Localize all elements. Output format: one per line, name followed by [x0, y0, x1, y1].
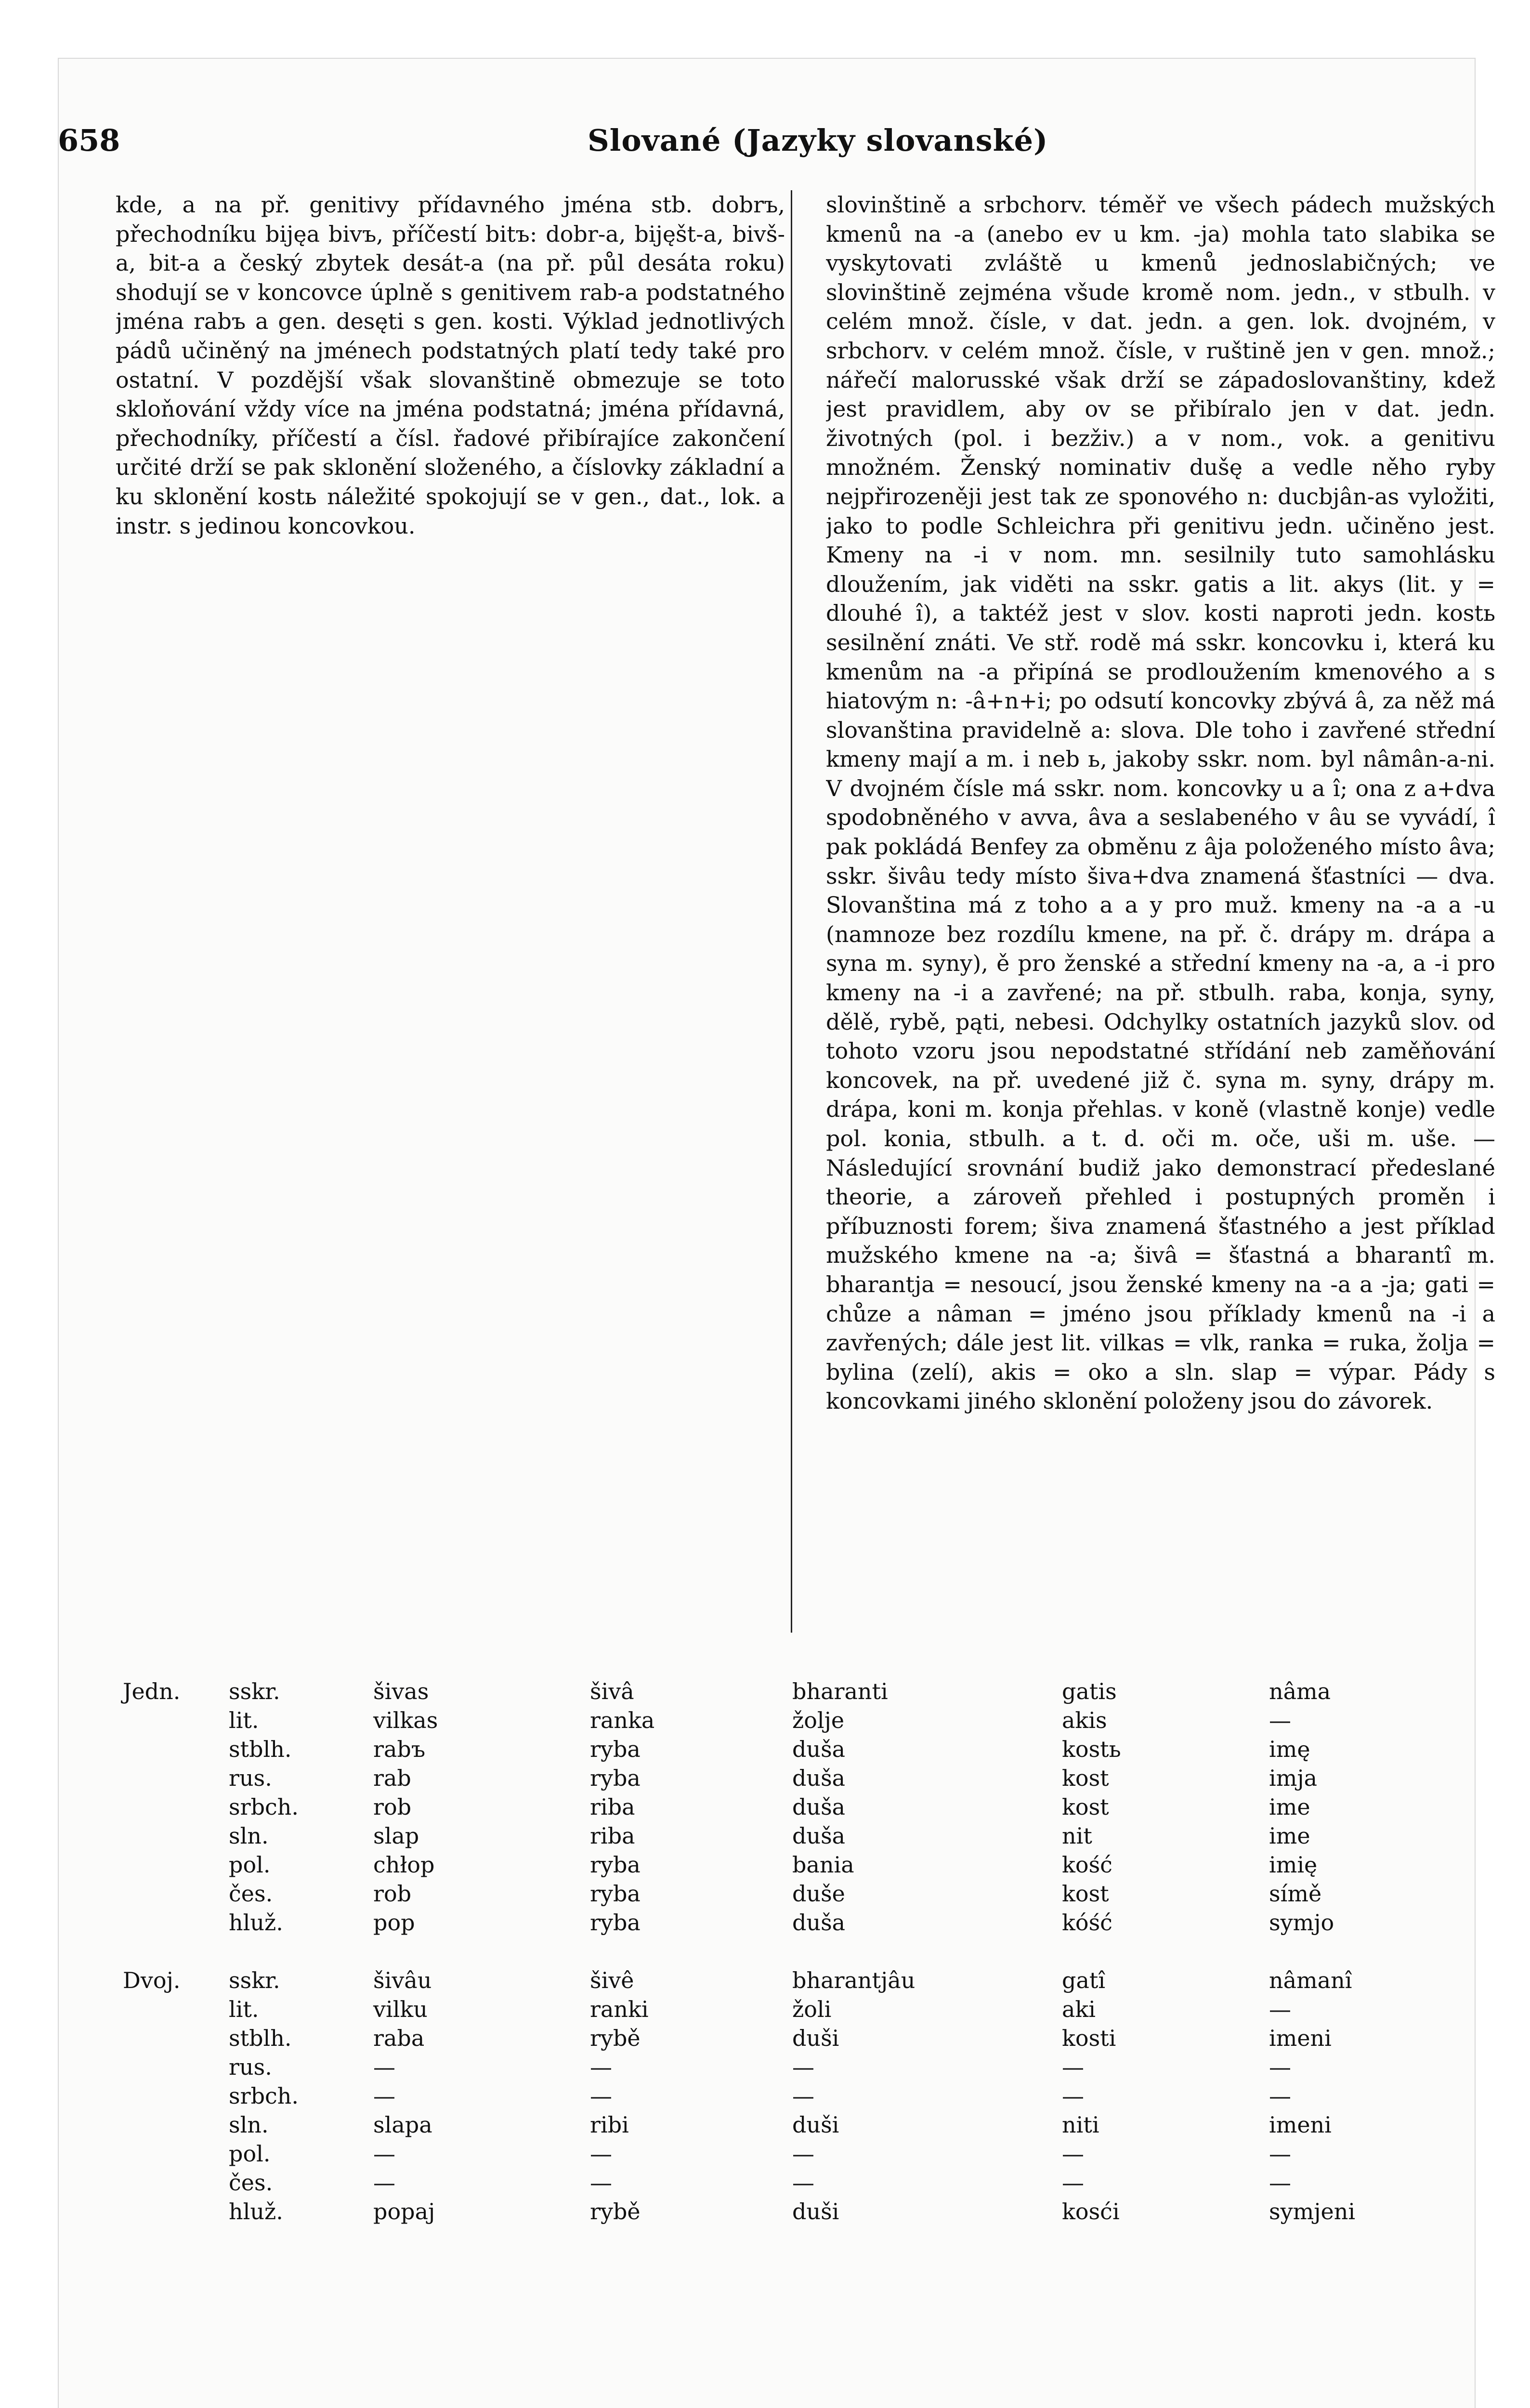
form-cell: ranka — [590, 1707, 655, 1733]
form-cell: slap — [373, 1823, 419, 1849]
table-row — [123, 1996, 1438, 2025]
form-cell: šivâ — [590, 1678, 634, 1704]
form-cell: — — [1269, 1707, 1291, 1733]
language-cell: rus. — [229, 1765, 272, 1791]
form-cell: duši — [792, 2025, 839, 2051]
language-cell: lit. — [229, 1996, 259, 2022]
table-row — [123, 1881, 1438, 1910]
form-cell: ime — [1269, 1823, 1310, 1849]
form-cell: nâmanî — [1269, 1967, 1352, 1993]
form-cell: vilkas — [373, 1707, 438, 1733]
form-cell: niti — [1062, 2112, 1099, 2138]
number-label: Jedn. — [123, 1678, 181, 1704]
language-cell: srbch. — [229, 2083, 299, 2109]
form-cell: — — [590, 2054, 612, 2080]
number-label — [123, 1881, 229, 1910]
form-cell: kosti — [1062, 2025, 1116, 2051]
language-cell: stblh. — [229, 1736, 292, 1762]
table-row — [123, 2054, 1438, 2083]
form-cell: nâma — [1269, 1678, 1331, 1704]
form-cell: — — [1269, 2054, 1291, 2080]
form-cell: — — [792, 2083, 814, 2109]
form-cell: gatî — [1062, 1967, 1106, 1993]
form-cell: slapa — [373, 2112, 432, 2138]
form-cell: aki — [1062, 1996, 1096, 2022]
form-cell: ryba — [590, 1765, 641, 1791]
form-cell: — — [590, 2083, 612, 2109]
form-cell: kość — [1062, 1852, 1112, 1878]
table-row — [123, 1852, 1438, 1881]
left-column — [116, 190, 792, 1633]
language-cell: sln. — [229, 2112, 269, 2138]
table-row — [123, 2112, 1438, 2141]
form-cell: duša — [792, 1736, 846, 1762]
form-cell: šivê — [590, 1967, 634, 1993]
form-cell: rybě — [590, 2025, 641, 2051]
form-cell: imeni — [1269, 2112, 1332, 2138]
form-cell: raba — [373, 2025, 425, 2051]
form-cell: žoli — [792, 1996, 832, 2022]
table-row — [123, 1678, 1438, 1707]
form-cell: symjo — [1269, 1910, 1334, 1936]
form-cell: — — [1269, 2083, 1291, 2109]
form-cell: — — [792, 2141, 814, 2167]
language-cell: pol. — [229, 2141, 271, 2167]
table-row — [123, 2141, 1438, 2170]
form-cell: šivas — [373, 1678, 429, 1704]
form-cell: rab — [373, 1765, 411, 1791]
form-cell: rabъ — [373, 1736, 426, 1762]
table-row — [123, 2083, 1438, 2112]
table-row — [123, 1967, 1438, 1996]
form-cell: gatis — [1062, 1678, 1117, 1704]
table-row — [123, 1823, 1438, 1852]
table-row — [123, 1794, 1438, 1823]
form-cell: duši — [792, 2199, 839, 2225]
page-number: 658 — [58, 123, 120, 158]
right-column — [826, 190, 1495, 1633]
form-cell: kost — [1062, 1765, 1109, 1791]
form-cell: ribi — [590, 2112, 629, 2138]
form-cell: — — [373, 2141, 395, 2167]
number-label — [123, 2054, 229, 2083]
form-cell: — — [373, 2170, 395, 2196]
number-label — [123, 2199, 229, 2227]
form-cell: žolje — [792, 1707, 845, 1733]
number-label — [123, 2141, 229, 2170]
form-cell: duša — [792, 1823, 846, 1849]
form-cell: ryba — [590, 1852, 641, 1878]
number-label — [123, 1823, 229, 1852]
form-cell: duša — [792, 1910, 846, 1936]
form-cell: — — [373, 2054, 395, 2080]
declension-table-singular — [123, 1678, 1438, 1938]
form-cell: rob — [373, 1881, 412, 1907]
form-cell: duše — [792, 1881, 845, 1907]
left-paragraph: kde, a na př. genitivy přídavného jména stb. dobrъ, přechodníku bijęa bivъ, příčestí bitъ: dobr-a, bijęšt-a, bivš-a, bit-a a český zbytek desát-a (na př. půl desáta roku) shodují se v koncovce úplně s genitivem rab-a podstatného jména rabъ a gen. desęti s gen. kosti. Výklad jednotlivých pádů učiněný na jménech podstatných platí tedy také pro ostatní. V pozdější však slovanštině obmezuje se toto skloňování vždy více na jména podstatná; jména přídavná, přechodníky, příčestí a čísl. řadové přibírajíce zakončení určité drží se pak sklonění složeného, a číslovky základní a ku sklonění kostь náležité spokojují se v gen., dat., lok. a instr. s jedinou koncovkou. — [116, 192, 785, 539]
form-cell: — — [792, 2170, 814, 2196]
language-cell: pol. — [229, 1852, 271, 1878]
form-cell: — — [590, 2170, 612, 2196]
number-label — [123, 1707, 229, 1736]
number-label — [123, 1736, 229, 1765]
form-cell: rybě — [590, 2199, 641, 2225]
form-cell: — — [1062, 2054, 1084, 2080]
form-cell: chłop — [373, 1852, 435, 1878]
table-row — [123, 1707, 1438, 1736]
number-label — [123, 2025, 229, 2054]
language-cell: stblh. — [229, 2025, 292, 2051]
language-cell: hluž. — [229, 2199, 283, 2225]
form-cell: kostь — [1062, 1736, 1121, 1762]
number-label — [123, 1794, 229, 1823]
form-cell: rob — [373, 1794, 412, 1820]
form-cell: ranki — [590, 1996, 649, 2022]
form-cell: kost — [1062, 1794, 1109, 1820]
number-label — [123, 1910, 229, 1938]
form-cell: bharanti — [792, 1678, 888, 1704]
form-cell: imę — [1269, 1736, 1310, 1762]
table-row — [123, 1765, 1438, 1794]
form-cell: nit — [1062, 1823, 1092, 1849]
declension-table-dual — [123, 1967, 1438, 2227]
language-cell: čes. — [229, 1881, 273, 1907]
language-cell: sln. — [229, 1823, 269, 1849]
number-label — [123, 1996, 229, 2025]
form-cell: bania — [792, 1852, 854, 1878]
form-cell: bharantjâu — [792, 1967, 915, 1993]
form-cell: vilku — [373, 1996, 428, 2022]
form-cell: — — [373, 2083, 395, 2109]
form-cell: riba — [590, 1794, 635, 1820]
form-cell: — — [1269, 2170, 1291, 2196]
form-cell: — — [1269, 1996, 1291, 2022]
language-cell: rus. — [229, 2054, 272, 2080]
form-cell: ryba — [590, 1881, 641, 1907]
table-row — [123, 2199, 1438, 2227]
form-cell: — — [1062, 2170, 1084, 2196]
language-cell: lit. — [229, 1707, 259, 1733]
table-row — [123, 1736, 1438, 1765]
number-label — [123, 1852, 229, 1881]
form-cell: — — [792, 2054, 814, 2080]
form-cell: kost — [1062, 1881, 1109, 1907]
running-title: Slované (Jazyky slovanské) — [588, 123, 1048, 158]
language-cell: čes. — [229, 2170, 273, 2196]
form-cell: — — [1269, 2141, 1291, 2167]
form-cell: pop — [373, 1910, 415, 1936]
language-cell: sskr. — [229, 1967, 280, 1993]
form-cell: duša — [792, 1765, 846, 1791]
form-cell: duši — [792, 2112, 839, 2138]
table-row — [123, 2025, 1438, 2054]
form-cell: imeni — [1269, 2025, 1332, 2051]
form-cell: ryba — [590, 1910, 641, 1936]
form-cell: imię — [1269, 1852, 1318, 1878]
form-cell: šivâu — [373, 1967, 432, 1993]
number-label — [123, 1765, 229, 1794]
table-row — [123, 2170, 1438, 2199]
form-cell: ime — [1269, 1794, 1310, 1820]
language-cell: hluž. — [229, 1910, 283, 1936]
form-cell: kóść — [1062, 1910, 1112, 1936]
number-label — [123, 2083, 229, 2112]
form-cell: ryba — [590, 1736, 641, 1762]
form-cell: kosći — [1062, 2199, 1120, 2225]
number-label — [123, 2112, 229, 2141]
form-cell: akis — [1062, 1707, 1107, 1733]
form-cell: símě — [1269, 1881, 1322, 1907]
form-cell: imja — [1269, 1765, 1318, 1791]
number-label: Dvoj. — [123, 1967, 181, 1993]
form-cell: riba — [590, 1823, 635, 1849]
form-cell: — — [590, 2141, 612, 2167]
form-cell: popaj — [373, 2199, 435, 2225]
declension-tables — [123, 1678, 1438, 2362]
table-row — [123, 1910, 1438, 1938]
right-paragraph: slovinštině a srbchorv. téměř ve všech pádech mužských kmenů na -a (anebo ev u km. -ja) mohla tato slabika se vyskytovati zvláště u kmenů jednoslabičných; ve slovinštině zejména všude kromě nom. jedn., v stbulh. v celém množ. čísle, v dat. jedn. a gen. lok. dvojném, v srbchorv. v celém množ. čísle, v ruštině jen v gen. množ.; nářečí malorusské však drží se západoslovanštiny, kdež jest pravidlem, aby ov se přibíralo jen v dat. jedn. životných (pol. i bezživ.) a v nom., vok. a genitivu množném. Ženský nominativ dušę a vedle něho ryby nejpřirozeněji jest tak ze sponového n: ducbjân-as vyložiti, jako to podle Schleichra při genitivu jedn. učiněno jest. Kmeny na -i v nom. mn. sesilnily tuto samohlásku dloužením, jak viděti na sskr. gatis a lit. akys (lit. y = dlouhé î), a taktéž jest v slov. kosti naproti jedn. kostь sesilnění znáti. Ve stř. rodě má sskr. koncovku i, která ku kmenům na -a připíná se prodloužením kmenového a s hiatovým n: -â+n+i; po odsutí koncovky zbývá â, za něž má slovanština pravidelně a: slova. Dle toho i zavřené střední kmeny mají a m. i neb ь, jakoby sskr. nom. byl nâmân-a-ni. V dvojném čísle má sskr. nom. koncovky u a î; ona z a+dva spodobněného v avva, âva a seslabeného v âu se vyvádí, î pak pokládá Benfey za obměnu z âja položeného místo âva; sskr. šivâu tedy místo šiva+dva znamená šťastníci — dva. Slovanština má z toho a a y pro muž. kmeny na -a a -u (namnoze bez rozdílu kmene, na př. č. drápy m. drápa a syna m. syny), ě pro ženské a střední kmeny na -a, a -i pro kmeny na -i a zavřené; na př. stbulh. raba, konja, syny, dělě, rybě, pąti, nebesi. Odchylky ostatních jazyků slov. od tohoto vzoru jsou nepodstatné střídání neb zaměňování koncovek, na př. uvedené již č. syna m. syny, drápy m. drápa, koni m. konja přehlas. v koně (vlastně konje) vedle pol. konia, stbulh. a t. d. oči m. oče, uši m. uše. — Následující srovnání budiž jako demonstrací předeslané theorie, a zároveň přehled i postupných proměn i příbuznosti forem; šiva znamená šťastného a jest příklad mužského kmene na -a; šivâ = šťastná a bharantî m. bharantja = nesoucí, jsou ženské kmeny na -a a -ja; gati = chůze a nâman = jméno jsou příklady kmenů na -i a zavřených; dále jest lit. vilkas = vlk, ranka = ruka, žolja = bylina (zelí), akis = oko a sln. slap = výpar. Pády s koncovkami jiného sklonění položeny jsou do závorek. — [826, 192, 1495, 1414]
language-cell: srbch. — [229, 1794, 299, 1820]
form-cell: duša — [792, 1794, 846, 1820]
form-cell: — — [1062, 2141, 1084, 2167]
form-cell: — — [1062, 2083, 1084, 2109]
form-cell: symjeni — [1269, 2199, 1356, 2225]
number-label — [123, 2170, 229, 2199]
language-cell: sskr. — [229, 1678, 280, 1704]
